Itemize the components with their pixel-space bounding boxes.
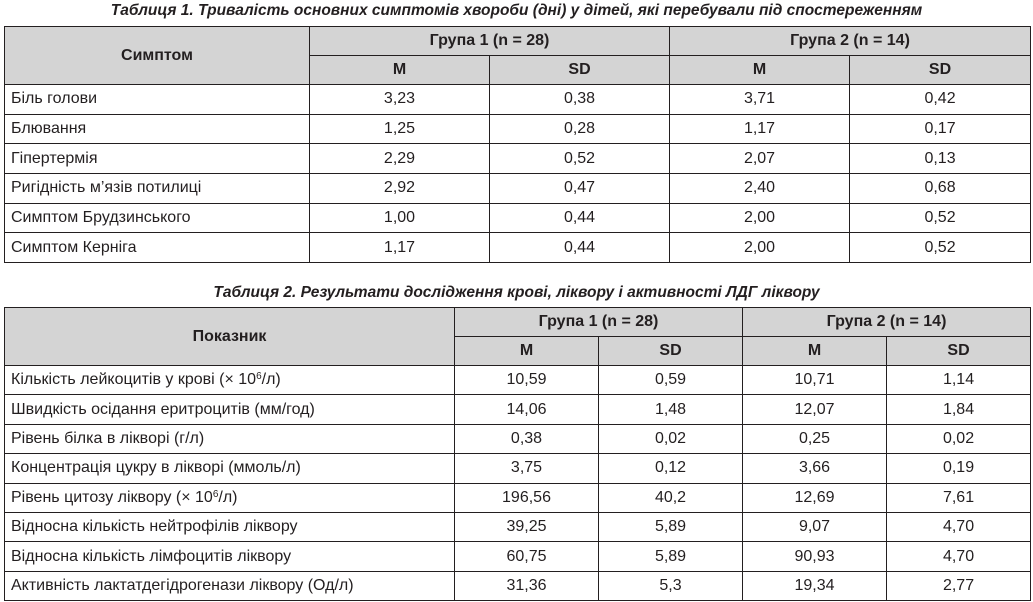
row-label-unit: /л): [261, 371, 281, 389]
group2-sd-cell: 1,84: [887, 395, 1031, 424]
group1-sd-cell: 0,52: [490, 144, 670, 174]
group1-m-cell: 1,00: [310, 203, 490, 233]
group2-m-cell: 2,40: [670, 174, 850, 204]
times-sign: ×: [224, 371, 234, 389]
group1-sd-cell: 0,12: [599, 454, 743, 483]
row-label: [5, 366, 455, 395]
row-label-text: Кількість лейкоцитів у крові (: [11, 371, 225, 389]
group2-m-cell: 12,69: [743, 483, 887, 512]
group1-sd-cell: 5,89: [599, 512, 743, 541]
group1-sd-cell: 5,3: [599, 571, 743, 600]
group2-sd-cell: 7,61: [887, 483, 1031, 512]
column-header-group1: Група 1 (n = 28): [310, 27, 670, 56]
column-header-group2-m: M: [743, 337, 887, 366]
group1-sd-cell: 0,38: [490, 85, 670, 115]
group1-m-cell: 2,92: [310, 174, 490, 204]
column-header-group1-m: M: [310, 56, 490, 85]
group1-m-cell: 3,75: [455, 454, 599, 483]
group1-m-cell: 10,59: [455, 366, 599, 395]
column-header-group2-m: M: [670, 56, 850, 85]
group2-m-cell: 2,00: [670, 233, 850, 263]
row-label: Концентрація цукру в ліквoрі (ммоль/л): [5, 454, 455, 483]
group1-m-cell: 2,29: [310, 144, 490, 174]
group2-m-cell: 19,34: [743, 571, 887, 600]
group1-m-cell: 0,38: [455, 424, 599, 453]
table-row: [5, 512, 1031, 541]
group1-sd-cell: 1,48: [599, 395, 743, 424]
group1-sd-cell: 0,59: [599, 366, 743, 395]
group2-m-cell: 3,71: [670, 85, 850, 115]
group2-sd-cell: 0,17: [850, 114, 1031, 144]
power-exponent: 6: [212, 488, 219, 500]
row-label: Відносна кількість нейтрофілів ліквору: [5, 512, 455, 541]
row-label: Біль голови: [5, 85, 310, 115]
power-base: 10: [190, 488, 213, 506]
table-row: [5, 114, 1031, 144]
table-row: [5, 144, 1031, 174]
table-row: [5, 424, 1031, 453]
group2-m-cell: 2,07: [670, 144, 850, 174]
times-sign: ×: [181, 488, 191, 506]
group2-sd-cell: 0,52: [850, 203, 1031, 233]
table-row: [5, 366, 1031, 395]
group2-sd-cell: 0,52: [850, 233, 1031, 263]
group2-m-cell: 1,17: [670, 114, 850, 144]
column-header-group2-sd: SD: [850, 56, 1031, 85]
row-label-unit: /л): [218, 488, 238, 506]
group1-sd-cell: 0,44: [490, 233, 670, 263]
group2-m-cell: 90,93: [743, 542, 887, 571]
group1-m-cell: 196,56: [455, 483, 599, 512]
group1-sd-cell: 0,02: [599, 424, 743, 453]
row-label: [5, 483, 455, 512]
row-label: Гіпертермія: [5, 144, 310, 174]
table1-caption: Таблиця 1. Тривалість основних симптомів хвороби (дні) у дітей, які перебували під спостереженням: [110, 2, 923, 19]
group1-m-cell: 60,75: [455, 542, 599, 571]
group2-m-cell: 3,66: [743, 454, 887, 483]
group1-m-cell: 14,06: [455, 395, 599, 424]
group2-sd-cell: 0,13: [850, 144, 1031, 174]
group2-m-cell: 2,00: [670, 203, 850, 233]
row-label: Швидкість осідання еритроцитів (мм/год): [5, 395, 455, 424]
table-row: [5, 542, 1031, 571]
group1-sd-cell: 0,44: [490, 203, 670, 233]
column-header-group1-m: M: [455, 337, 599, 366]
column-header-group1-sd: SD: [490, 56, 670, 85]
table-row: [5, 483, 1031, 512]
column-header-group1: Група 1 (n = 28): [455, 308, 743, 337]
group2-sd-cell: 0,02: [887, 424, 1031, 453]
table-row: [5, 454, 1031, 483]
table-row: [5, 174, 1031, 204]
group2-sd-cell: 1,14: [887, 366, 1031, 395]
column-header-symptom: Симптом: [5, 27, 310, 85]
row-label: Рівень білка в ліквoрі (г/л): [5, 424, 455, 453]
table-row: [5, 395, 1031, 424]
group2-m-cell: 0,25: [743, 424, 887, 453]
group2-sd-cell: 2,77: [887, 571, 1031, 600]
column-header-group2: Група 2 (n = 14): [743, 308, 1031, 337]
blood-csf-results-table: [4, 307, 1031, 601]
group2-sd-cell: 0,68: [850, 174, 1031, 204]
group2-sd-cell: 0,19: [887, 454, 1031, 483]
symptom-duration-table: [4, 26, 1031, 263]
column-header-indicator: Показник: [5, 308, 455, 366]
table-row: [5, 571, 1031, 600]
table2-caption: Таблиця 2. Результати дослідження крові, ліквору і активності ЛДГ ліквору: [213, 284, 820, 301]
row-label: Ригідність м’язів потилиці: [5, 174, 310, 204]
group2-m-cell: 12,07: [743, 395, 887, 424]
power-base: 10: [233, 371, 257, 389]
group1-m-cell: 3,23: [310, 85, 490, 115]
group2-sd-cell: 4,70: [887, 512, 1031, 541]
group1-sd-cell: 0,28: [490, 114, 670, 144]
group1-m-cell: 39,25: [455, 512, 599, 541]
group1-m-cell: 1,17: [310, 233, 490, 263]
row-label: Симптом Брудзинського: [5, 203, 310, 233]
row-label: Активність лактатдегідрогенази ліквору (Од/л): [5, 571, 455, 600]
table-row: [5, 233, 1031, 263]
group2-m-cell: 10,71: [743, 366, 887, 395]
row-label: Симптом Керніга: [5, 233, 310, 263]
power-exponent: 6: [256, 371, 262, 383]
group1-sd-cell: 0,47: [490, 174, 670, 204]
column-header-group2-sd: SD: [887, 337, 1031, 366]
group1-sd-cell: 5,89: [599, 542, 743, 571]
group2-m-cell: 9,07: [743, 512, 887, 541]
row-label-text: Рівень цитозу ліквору (: [11, 488, 182, 506]
group1-m-cell: 1,25: [310, 114, 490, 144]
group2-sd-cell: 0,42: [850, 85, 1031, 115]
table-row: [5, 85, 1031, 115]
row-label: Відносна кількість лімфоцитів ліквору: [5, 542, 455, 571]
group2-sd-cell: 4,70: [887, 542, 1031, 571]
group1-m-cell: 31,36: [455, 571, 599, 600]
column-header-group2: Група 2 (n = 14): [670, 27, 1031, 56]
group1-sd-cell: 40,2: [599, 483, 743, 512]
column-header-group1-sd: SD: [599, 337, 743, 366]
table-row: [5, 203, 1031, 233]
row-label: Блювання: [5, 114, 310, 144]
